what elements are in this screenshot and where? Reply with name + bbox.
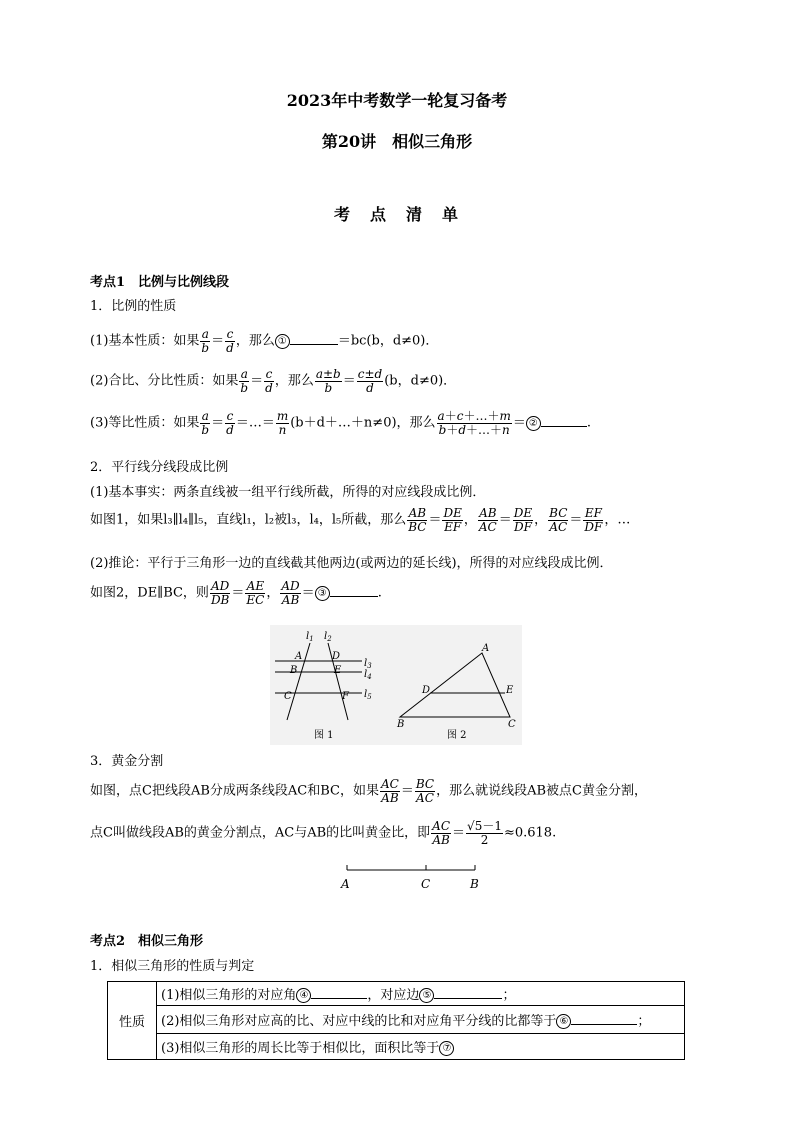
ratio-sum-line: (2)合比、分比性质：如果 $\frac{a}{b}$ ＝ $\frac{c}{d}$ ，那么 $\frac{a\pm b}{b}$ ＝ $\frac{c\pm d}{d}$ (b，d≠0)． xyxy=(90,367,457,395)
label-l4: $l_4$ xyxy=(364,669,372,681)
blank-6-marker: ⑥ xyxy=(556,1014,571,1029)
label-E2: E xyxy=(506,685,514,696)
kp1-s2: 2．平行线分线段成比例 xyxy=(90,460,229,475)
label-E1: E xyxy=(334,665,342,676)
figures-panel xyxy=(270,625,522,745)
blank-1-marker: ① xyxy=(275,334,290,349)
kp1-s3: 3．黄金分割 xyxy=(90,754,164,769)
table-row-3: (3)相似三角形的周长比等于相似比，面积比等于 ⑦ xyxy=(157,1034,685,1060)
label-l3: $l_3$ xyxy=(364,658,372,670)
section-title: 考 点 清 单 xyxy=(333,205,460,224)
label-F1: F xyxy=(342,691,349,702)
label-l5: $l_5$ xyxy=(364,689,372,701)
document-title: 2023年中考数学一轮复习备考 xyxy=(286,91,508,110)
table-row-2: (2)相似三角形对应高的比、对应中线的比和对应角平分线的比都等于 ⑥ ； xyxy=(157,1006,685,1034)
blank-7-marker: ⑦ xyxy=(439,1041,454,1056)
blank-6[interactable] xyxy=(571,1024,637,1025)
label-B1: B xyxy=(290,665,298,676)
table-label-cell: 性质 xyxy=(108,982,157,1060)
label-A1: A xyxy=(295,651,303,662)
segment-label-B: B xyxy=(470,877,479,891)
label-l2: $l_2$ xyxy=(324,631,332,643)
blank-5-marker: ⑤ xyxy=(419,988,434,1003)
kp2-s1: 1．相似三角形的性质与判定 xyxy=(90,959,255,974)
blank-1[interactable] xyxy=(290,344,338,345)
fig2-relation-line: 如图2，DE∥BC，则 $\frac{AD}{DB}$ ＝ $\frac{AE}{EC}$ ， $\frac{AD}{AB}$ ＝ ③ . xyxy=(90,579,382,607)
similar-triangle-table xyxy=(107,981,685,1060)
golden-ratio-line: 点C叫做线段AB的黄金分割点，AC与AB的比叫黄金比，即 $\frac{AC}{AB}$ ＝ $\frac{√5-1}{2}$ ≈0.618. xyxy=(90,819,557,847)
label-C2: C xyxy=(508,719,516,730)
blank-4[interactable] xyxy=(311,998,367,999)
label-C1: C xyxy=(284,691,292,702)
label-A2: A xyxy=(482,643,490,654)
label-D1: D xyxy=(332,651,341,662)
lecture-subtitle: 第20讲 相似三角形 xyxy=(321,132,473,151)
parallel-example-line: 如图1，如果l₃∥l₄∥l₅，直线l₁，l₂被l₃，l₄，l₅所截，那么 $\frac{AB}{BC}$ ＝ $\frac{DE}{EF}$ ， $\frac{AB}{AC}$ ＝ $\frac{DE}{DF}$ ， $\frac{BC}{AC}$ ＝ $\frac{EF}{DF}$ ，… xyxy=(90,506,631,534)
segment-label-A: A xyxy=(341,877,350,891)
blank-5[interactable] xyxy=(434,998,502,999)
golden-def-line: 如图，点C把线段AB分成两条线段AC和BC，如果 $\frac{AC}{AB}$ ＝ $\frac{BC}{AC}$ ，那么就说线段AB被点C黄金分割， xyxy=(90,777,647,805)
kp1-s1: 1．比例的性质 xyxy=(90,299,177,314)
ratio-basic-line: (1)基本性质：如果 $\frac{a}{b}$ ＝ $\frac{c}{d}$ ，那么 ① ＝bc(b，d≠0)． xyxy=(90,327,439,355)
blank-3[interactable] xyxy=(330,596,378,597)
label-l1: $l_1$ xyxy=(306,631,314,643)
blank-2[interactable] xyxy=(541,426,587,427)
golden-segment xyxy=(335,860,495,894)
parallel-fact: (1)基本事实：两条直线被一组平行线所截，所得的对应线段成比例． xyxy=(90,485,486,500)
kp2-heading: 考点2 相似三角形 xyxy=(90,934,204,949)
fig1-caption: 图 1 xyxy=(314,730,334,741)
table-row-1: (1)相似三角形的对应角 ④ ，对应边 ⑤ ； xyxy=(157,982,685,1006)
segment-label-C: C xyxy=(421,877,431,891)
label-B2: B xyxy=(397,719,405,730)
ratio-equal-line: (3)等比性质：如果 $\frac{a}{b}$ ＝ $\frac{c}{d}$ ＝…＝ $\frac{m}{n}$ (b＋d＋…＋n≠0)，那么 $\frac{a+c+\dots+m}{b+d+\dots+n}$ ＝ ② . xyxy=(90,409,592,437)
kp1-heading: 考点1 比例与比例线段 xyxy=(90,275,230,290)
fig2-caption: 图 2 xyxy=(447,730,467,741)
blank-4-marker: ④ xyxy=(296,988,311,1003)
blank-2-marker: ② xyxy=(526,416,541,431)
label-D2: D xyxy=(422,685,431,696)
parallel-corollary: (2)推论：平行于三角形一边的直线截其他两边(或两边的延长线)，所得的对应线段成比例． xyxy=(90,556,613,571)
blank-3-marker: ③ xyxy=(315,586,330,601)
